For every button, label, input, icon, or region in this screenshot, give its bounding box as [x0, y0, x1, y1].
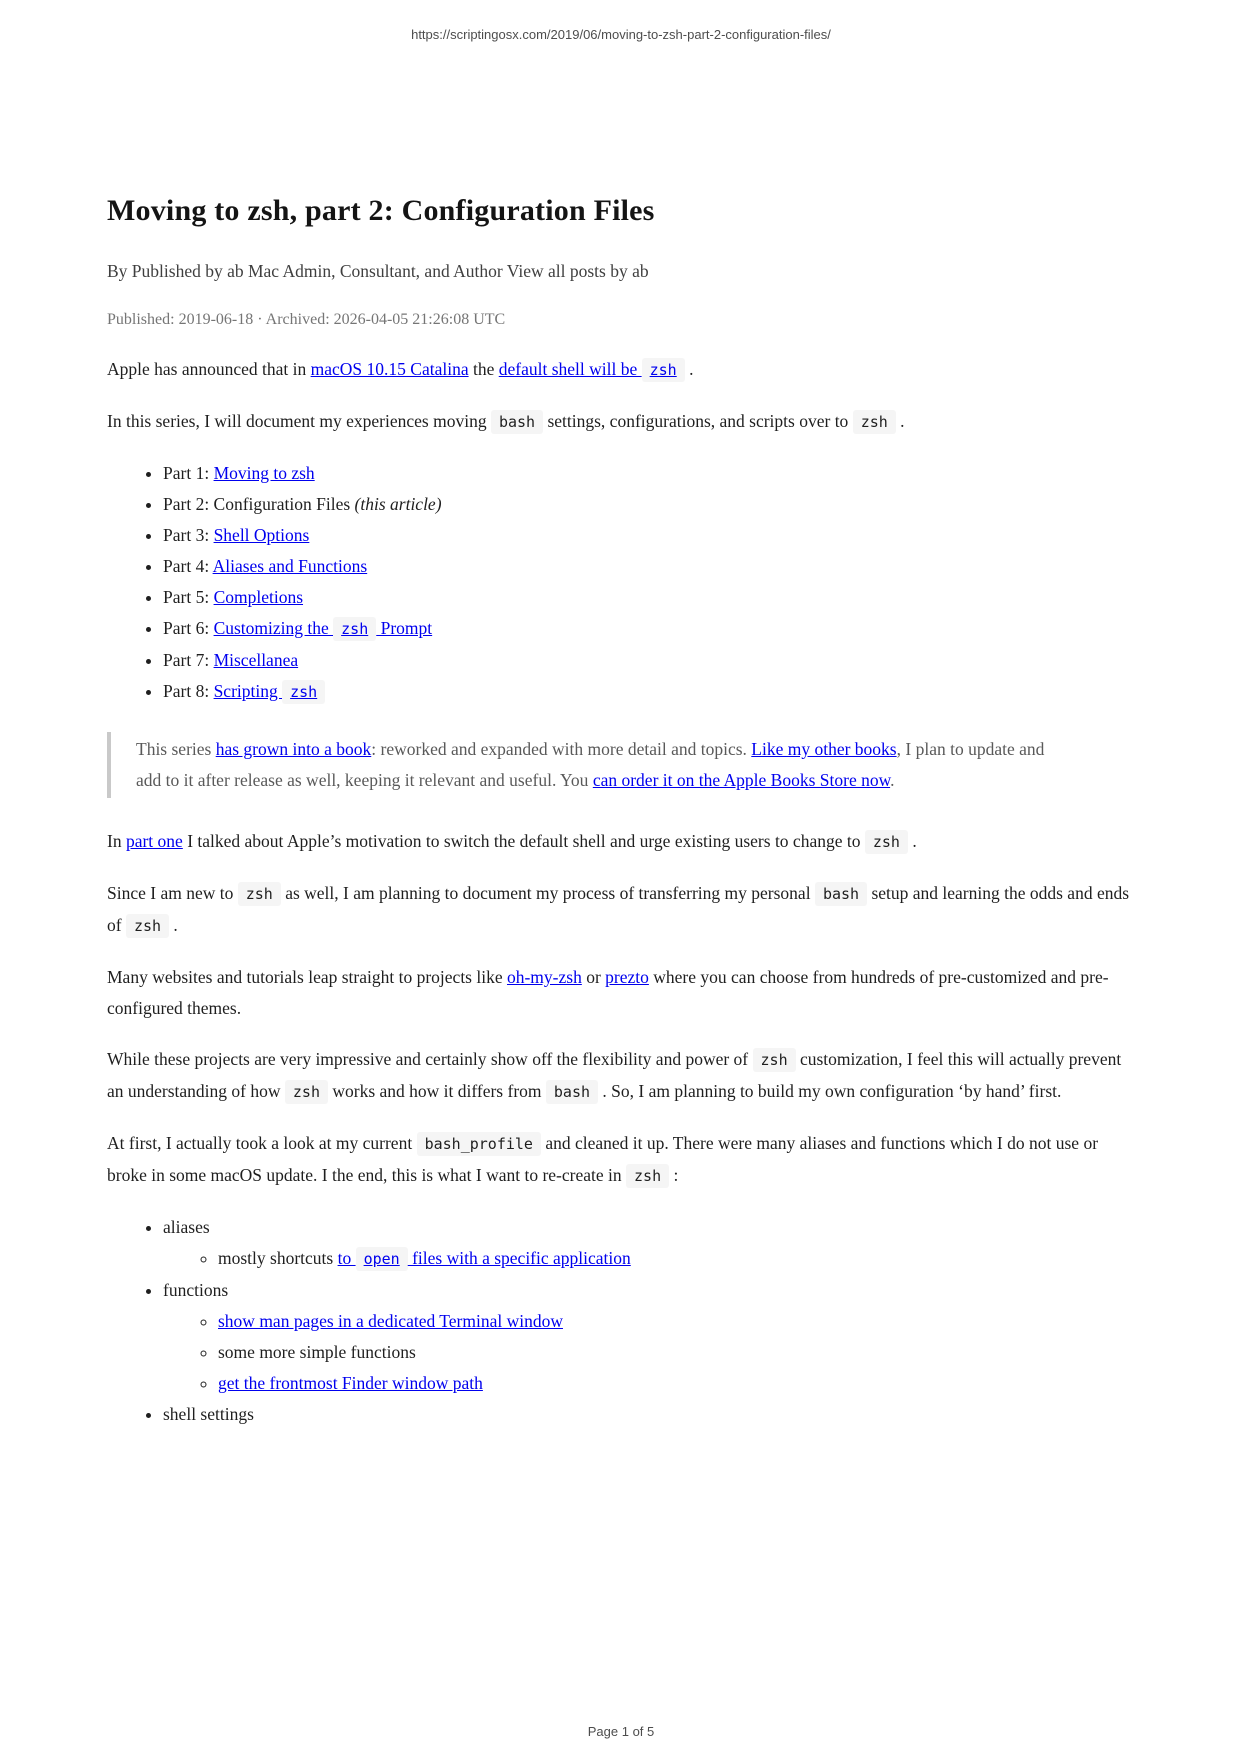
text-run: the: [468, 359, 499, 379]
text-link[interactable]: [642, 359, 685, 379]
text-run: Completions: [213, 587, 304, 607]
text-link[interactable]: [214, 587, 303, 607]
text-run: .: [907, 831, 917, 851]
article-title: Moving to zsh, part 2: Configuration Files: [107, 194, 655, 227]
text-run: Like my other books: [751, 739, 897, 759]
text-run: In: [107, 831, 126, 851]
text-run: Apple has announced that in: [107, 359, 311, 379]
text-run: : reworked and expanded with more detail and topics.: [371, 739, 752, 759]
list-item-simple-functions: [218, 1337, 1135, 1368]
text-run: Moving to zsh: [213, 463, 315, 483]
inline-code: zsh: [238, 882, 281, 906]
list-item-man-pages: [218, 1306, 1135, 1337]
text-run: . So, I am planning to build my own configuration ‘by hand’ first.: [598, 1081, 1062, 1101]
text-run: Since I am new to: [107, 883, 238, 903]
text-link[interactable]: [282, 681, 325, 701]
text-run: to: [337, 1248, 356, 1268]
text-run: Many websites and tutorials leap straight to projects like: [107, 967, 507, 987]
text-link[interactable]: [338, 1248, 356, 1268]
text-run: files with a specific application: [407, 1248, 631, 1268]
text-run: has grown into a book: [215, 739, 372, 759]
text-run: setup and learning the odds and ends of: [107, 883, 1130, 935]
text-link[interactable]: [214, 463, 315, 483]
inline-code: open: [356, 1247, 408, 1271]
outline-label: [163, 1280, 228, 1300]
text-link[interactable]: [214, 681, 283, 701]
text-run: functions: [163, 1280, 229, 1300]
text-run: customization, I feel this will actually prevent an understanding of how: [107, 1049, 1122, 1101]
text-run: At first, I actually took a look at my current: [107, 1133, 417, 1153]
published-meta: Published: 2019-06-18 · Archived: 2026-04-05 21:26:08 UTC: [107, 311, 506, 328]
text-link[interactable]: [218, 1373, 483, 1393]
text-run: .: [890, 770, 895, 790]
text-run: Part 4:: [163, 556, 213, 576]
inline-code: zsh: [126, 914, 169, 938]
text-run: works and how it differs from: [327, 1081, 546, 1101]
inline-code: zsh: [282, 680, 325, 704]
page-number: Page 1 of 5: [587, 1724, 655, 1739]
text-run: .: [895, 411, 905, 431]
text-link[interactable]: [507, 967, 582, 987]
text-link[interactable]: [593, 770, 890, 790]
text-run: some more simple functions: [218, 1342, 416, 1362]
text-run: oh-my-zsh: [506, 967, 582, 987]
text-run: Scripting: [213, 681, 283, 701]
text-run: get the frontmost Finder window path: [218, 1373, 483, 1393]
list-item-part-7: [163, 645, 1135, 676]
text-run: Part 3:: [163, 525, 214, 545]
list-item-shortcuts: [218, 1243, 1135, 1275]
aliases-sublist: [163, 1243, 1135, 1275]
text-run: shell settings: [163, 1404, 254, 1424]
list-item-finder-path: [218, 1368, 1135, 1399]
text-run: mostly shortcuts: [218, 1248, 338, 1268]
text-link[interactable]: [126, 831, 183, 851]
list-item-part-1: [163, 458, 1135, 489]
text-link[interactable]: [214, 650, 299, 670]
byline: By Published by ab Mac Admin, Consultant, and Author View all posts by ab: [107, 261, 649, 281]
text-run: :: [669, 1165, 679, 1185]
functions-sublist: [163, 1306, 1135, 1399]
text-link[interactable]: [311, 359, 469, 379]
text-run: and cleaned it up. There were many aliases and functions which I do not use or broke in some macOS update. I the end, this is what I want to re-create in: [107, 1133, 1099, 1185]
text-link[interactable]: [376, 618, 432, 638]
list-item-aliases: [163, 1212, 1135, 1275]
text-link[interactable]: [356, 1248, 408, 1268]
text-run: Part 6:: [163, 618, 214, 638]
text-run: prezto: [605, 967, 649, 987]
text-link[interactable]: [605, 967, 649, 987]
text-run: I talked about Apple’s motivation to switch the default shell and urge existing users to change to: [182, 831, 865, 851]
list-item-part-5: [163, 582, 1135, 613]
text-run: While these projects are very impressive and certainly show off the flexibility and power of: [107, 1049, 753, 1069]
paragraph-new-to-zsh: [107, 878, 1135, 942]
inline-code: zsh: [642, 358, 685, 382]
text-run: Part 1:: [163, 463, 214, 483]
inline-code: zsh: [285, 1080, 328, 1104]
paragraph-partone: [107, 826, 1135, 858]
list-item-functions: [163, 1275, 1135, 1399]
text-run: macOS 10.15 Catalina: [310, 359, 469, 379]
text-run: Part 2: Configuration Files: [163, 494, 355, 514]
list-item-part-3: [163, 520, 1135, 551]
inline-code: bash: [815, 882, 867, 906]
text-run: as well, I am planning to document my process of transferring my personal: [280, 883, 815, 903]
paragraph-impressive: [107, 1044, 1135, 1108]
outline-list: [107, 1212, 1135, 1430]
text-run: aliases: [163, 1217, 210, 1237]
outline-label: [163, 1404, 254, 1424]
book-note-text: [136, 734, 1045, 796]
text-run: Aliases and Functions: [212, 556, 368, 576]
text-run: This series: [136, 739, 216, 759]
outline-label: [163, 1217, 210, 1237]
text-run: where you can choose from hundreds of pre-customized and pre-configured themes.: [107, 967, 1109, 1018]
text-link[interactable]: [499, 359, 642, 379]
print-header-url: https://scriptingosx.com/2019/06/moving-to-zsh-part-2-configuration-files/: [411, 27, 831, 42]
list-item-part-2: [163, 489, 1135, 520]
paragraph-series: [107, 406, 1135, 438]
list-item-part-4: [163, 551, 1135, 582]
text-link[interactable]: [213, 556, 368, 576]
inline-code: zsh: [626, 1164, 669, 1188]
text-run: Customizing the: [213, 618, 334, 638]
text-run: Part 8:: [163, 681, 214, 701]
text-link[interactable]: [218, 1311, 563, 1331]
inline-code: bash: [491, 410, 543, 434]
inline-code: zsh: [333, 617, 376, 641]
list-item-shell-settings: [163, 1399, 1135, 1430]
text-run: settings, configurations, and scripts over to: [543, 411, 853, 431]
paragraph-atfirst: [107, 1128, 1135, 1192]
text-run: In this series, I will document my experiences moving: [107, 411, 491, 431]
text-run: Prompt: [376, 618, 433, 638]
list-item-part-8: [163, 676, 1135, 708]
text-run: show man pages in a dedicated Terminal window: [218, 1311, 563, 1331]
text-run: default shell will be: [498, 359, 642, 379]
inline-code: bash: [546, 1080, 598, 1104]
text-run: Shell Options: [213, 525, 310, 545]
parts-list: [107, 458, 1135, 708]
text-run: Miscellanea: [213, 650, 299, 670]
text-run: Part 5:: [163, 587, 214, 607]
text-run: .: [684, 359, 694, 379]
inline-code: zsh: [865, 830, 908, 854]
text-link[interactable]: [214, 525, 310, 545]
inline-code: zsh: [753, 1048, 796, 1072]
text-run: Part 7:: [163, 650, 214, 670]
text-run: or: [581, 967, 606, 987]
paragraph-websites: [107, 962, 1135, 1024]
text-run: (this article): [354, 494, 442, 514]
inline-code: bash_profile: [417, 1132, 541, 1156]
inline-code: zsh: [853, 410, 896, 434]
text-link[interactable]: [214, 618, 334, 638]
article-body: [107, 192, 1135, 1430]
text-run: can order it on the Apple Books Store now: [592, 770, 891, 790]
list-item-part-6: [163, 613, 1135, 645]
text-link[interactable]: [408, 1248, 631, 1268]
text-link[interactable]: [216, 739, 372, 759]
text-link[interactable]: [751, 739, 896, 759]
text-run: .: [169, 915, 178, 935]
book-note-quote: [107, 732, 1045, 798]
text-run: , I plan to update and add to it after release as well, keeping it relevant and useful. You: [136, 739, 1045, 790]
text-link[interactable]: [333, 618, 376, 638]
paragraph-announce: [107, 354, 1135, 386]
text-run: part one: [125, 831, 183, 851]
